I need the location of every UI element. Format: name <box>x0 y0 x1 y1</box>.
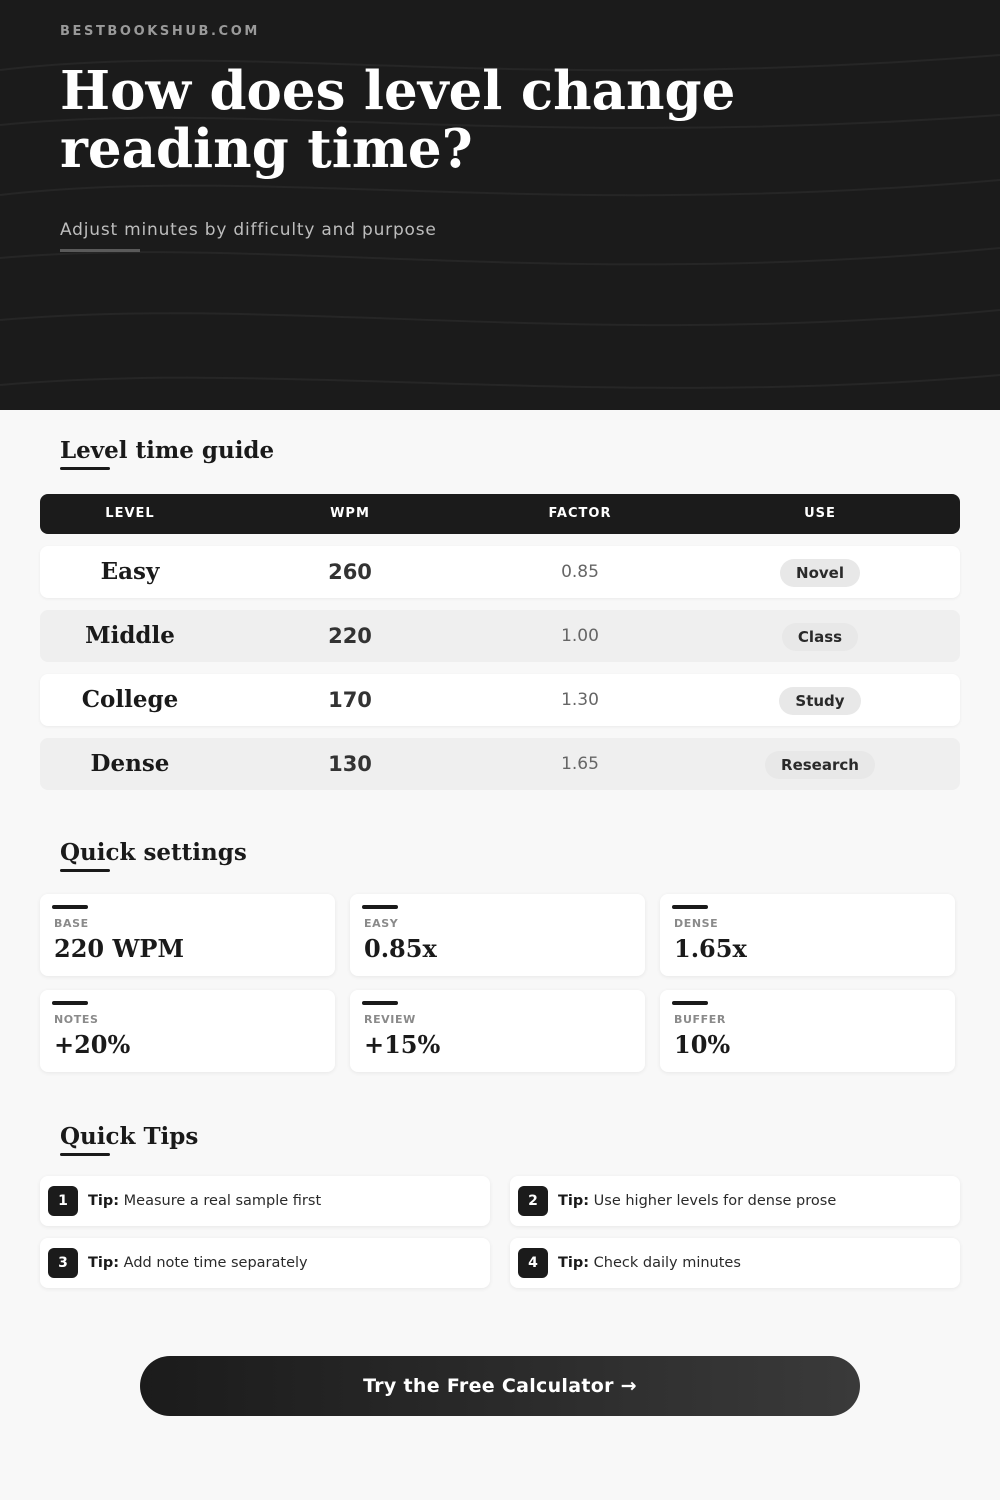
setting-card-notes <box>40 990 335 1072</box>
wpm-cell: 220 <box>328 624 372 648</box>
section-title-underline <box>60 869 110 872</box>
column-header-use: USE <box>804 506 836 521</box>
card-value: 1.65x <box>674 934 747 963</box>
factor-cell: 1.30 <box>561 690 599 710</box>
tip-prefix: Tip: <box>88 1255 120 1271</box>
card-value: +15% <box>364 1030 441 1059</box>
table-row <box>40 738 960 790</box>
setting-card-review <box>350 990 645 1072</box>
tip-number-badge: 4 <box>518 1248 548 1278</box>
factor-cell: 1.65 <box>561 754 599 774</box>
level-cell: Middle <box>85 622 175 649</box>
section-title-underline <box>60 467 110 470</box>
tip-item <box>40 1176 490 1226</box>
card-value: 0.85x <box>364 934 437 963</box>
hero-banner <box>0 0 1000 410</box>
section-title-underline <box>60 1153 110 1156</box>
card-value: +20% <box>54 1030 131 1059</box>
use-badge: Research <box>765 751 875 779</box>
page-subtitle: Adjust minutes by difficulty and purpose <box>60 220 437 240</box>
tip-text <box>88 1238 308 1288</box>
tip-item <box>510 1238 960 1288</box>
setting-card-dense <box>660 894 955 976</box>
card-label: EASY <box>364 917 399 930</box>
column-header-factor: FACTOR <box>548 506 612 521</box>
setting-card-buffer <box>660 990 955 1072</box>
use-badge: Study <box>779 687 860 715</box>
section-title-settings: Quick settings <box>60 839 247 866</box>
level-cell: College <box>81 686 179 713</box>
card-value: 220 WPM <box>54 934 185 963</box>
use-cell <box>720 610 920 662</box>
tip-number-badge: 2 <box>518 1186 548 1216</box>
tip-number-badge: 1 <box>48 1186 78 1216</box>
tip-number-badge: 3 <box>48 1248 78 1278</box>
factor-cell: 0.85 <box>561 562 599 582</box>
wpm-cell: 130 <box>328 752 372 776</box>
subtitle-underline <box>60 249 140 252</box>
factor-cell: 1.00 <box>561 626 599 646</box>
tip-prefix: Tip: <box>558 1255 590 1271</box>
page-title: How does level change reading time? <box>60 60 736 180</box>
table-header <box>40 494 960 534</box>
tip-text <box>88 1176 321 1226</box>
level-cell: Easy <box>100 558 160 585</box>
tip-body: Check daily minutes <box>593 1255 741 1271</box>
card-accent-bar <box>672 905 708 909</box>
tip-body: Measure a real sample first <box>123 1193 322 1209</box>
card-label: REVIEW <box>364 1013 416 1026</box>
use-cell <box>720 674 920 726</box>
table-row <box>40 674 960 726</box>
tip-prefix: Tip: <box>558 1193 590 1209</box>
wpm-cell: 260 <box>328 560 372 584</box>
column-header-wpm: WPM <box>330 506 370 521</box>
card-accent-bar <box>672 1001 708 1005</box>
column-header-level: LEVEL <box>105 506 155 521</box>
use-badge: Class <box>782 623 858 651</box>
section-title-guide: Level time guide <box>60 437 275 464</box>
tip-item <box>510 1176 960 1226</box>
card-accent-bar <box>362 905 398 909</box>
tip-prefix: Tip: <box>88 1193 120 1209</box>
site-name[interactable]: BESTBOOKSHUB.COM <box>60 24 260 39</box>
use-cell <box>720 546 920 598</box>
wpm-cell: 170 <box>328 688 372 712</box>
table-row <box>40 610 960 662</box>
level-cell: Dense <box>90 750 170 777</box>
card-accent-bar <box>52 905 88 909</box>
tip-item <box>40 1238 490 1288</box>
card-label: NOTES <box>54 1013 99 1026</box>
tip-body: Add note time separately <box>123 1255 308 1271</box>
table-row <box>40 546 960 598</box>
use-cell <box>720 738 920 790</box>
try-calculator-button[interactable]: Try the Free Calculator → <box>140 1356 860 1416</box>
tip-text <box>558 1176 836 1226</box>
card-label: DENSE <box>674 917 719 930</box>
tip-text <box>558 1238 741 1288</box>
card-label: BUFFER <box>674 1013 726 1026</box>
tip-body: Use higher levels for dense prose <box>593 1193 837 1209</box>
setting-card-easy <box>350 894 645 976</box>
card-value: 10% <box>674 1030 731 1059</box>
card-accent-bar <box>362 1001 398 1005</box>
card-label: BASE <box>54 917 89 930</box>
card-accent-bar <box>52 1001 88 1005</box>
section-title-tips: Quick Tips <box>60 1123 199 1150</box>
setting-card-base <box>40 894 335 976</box>
use-badge: Novel <box>780 559 860 587</box>
